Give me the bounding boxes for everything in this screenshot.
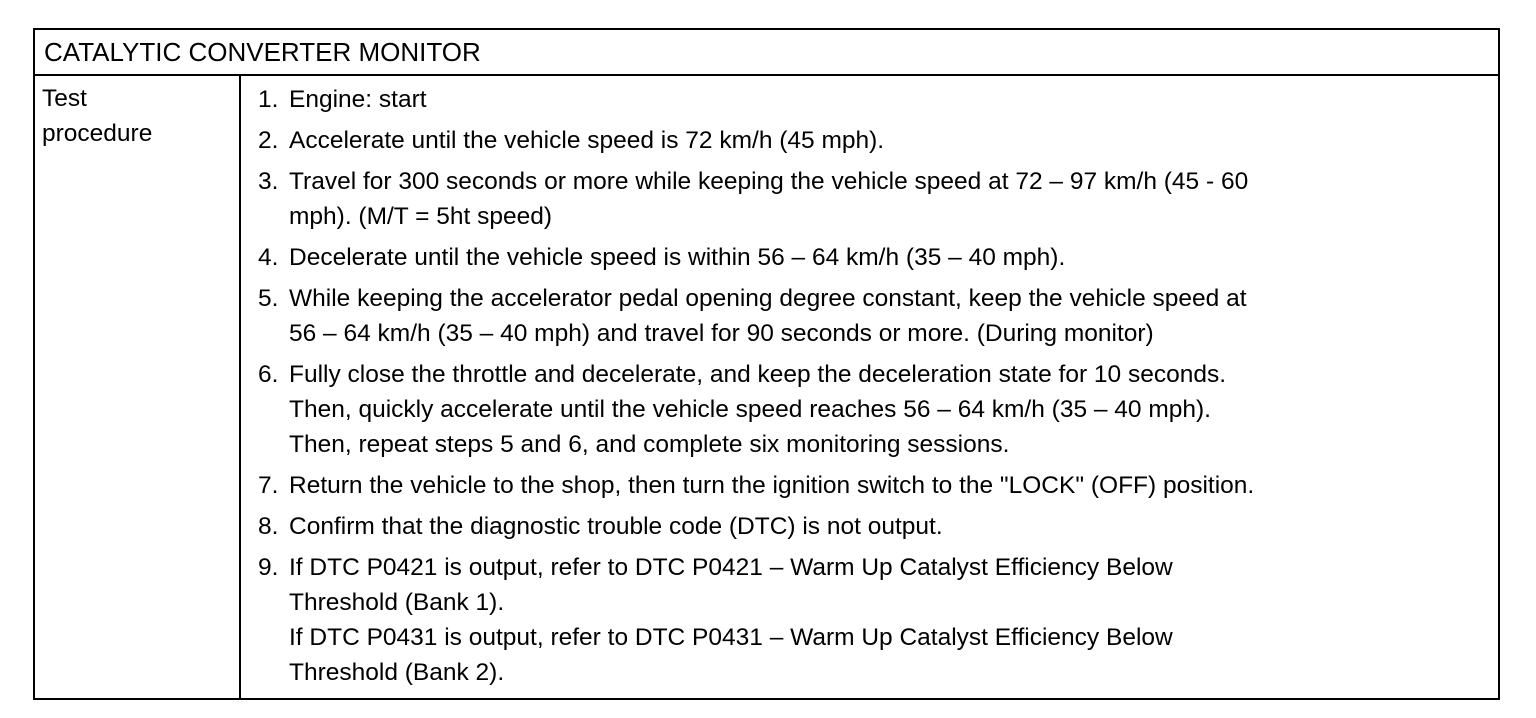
step-text-line: Decelerate until the vehicle speed is within 56 – 64 km/h (35 – 40 mph). [289, 244, 1066, 271]
step-text-line: Threshold (Bank 1). [289, 589, 505, 616]
procedure-step [241, 240, 1498, 275]
procedure-table [33, 28, 1500, 700]
step-text-line: 56 – 64 km/h (35 – 40 mph) and travel for 90 seconds or more. (During monitor) [289, 320, 1154, 347]
label-cell [35, 76, 241, 698]
step-text-line: Accelerate until the vehicle speed is 72 km/h (45 mph). [289, 127, 885, 154]
step-number: 5. [258, 285, 279, 312]
step-number: 3. [258, 168, 279, 195]
step-text-line: Confirm that the diagnostic trouble code (DTC) is not output. [289, 513, 943, 540]
table-title: CATALYTIC CONVERTER MONITOR [44, 36, 481, 67]
step-number: 4. [258, 244, 279, 271]
step-text-line: While keeping the accelerator pedal opening degree constant, keep the vehicle speed at [289, 285, 1247, 312]
step-number: 6. [258, 361, 279, 388]
step-text-line: If DTC P0421 is output, refer to DTC P0421 – Warm Up Catalyst Efficiency Below [289, 554, 1173, 581]
step-text-line: Return the vehicle to the shop, then turn the ignition switch to the "LOCK" (OFF) position. [289, 472, 1255, 499]
procedure-step [241, 357, 1498, 462]
procedure-step [241, 550, 1498, 690]
step-text-line: Fully close the throttle and decelerate, and keep the deceleration state for 10 seconds. [289, 361, 1227, 388]
steps-cell [241, 76, 1498, 698]
procedure-step [241, 82, 1498, 117]
procedure-step [241, 468, 1498, 503]
procedure-step [241, 164, 1498, 234]
table-header-row [35, 30, 1498, 76]
step-number: 7. [258, 472, 279, 499]
step-text-line: Then, quickly accelerate until the vehicle speed reaches 56 – 64 km/h (35 – 40 mph). [289, 396, 1211, 423]
step-number: 9. [258, 554, 279, 581]
procedure-step [241, 123, 1498, 158]
procedure-step [241, 281, 1498, 351]
step-number: 1. [258, 86, 279, 113]
step-text-line: mph). (M/T = 5ht speed) [289, 203, 553, 230]
procedure-step [241, 509, 1498, 544]
step-number: 2. [258, 127, 279, 154]
step-text-line: Threshold (Bank 2). [289, 659, 505, 686]
step-text-line: If DTC P0431 is output, refer to DTC P0431 – Warm Up Catalyst Efficiency Below [289, 624, 1173, 651]
step-text-line: Travel for 300 seconds or more while keeping the vehicle speed at 72 – 97 km/h (45 - 60 [289, 168, 1249, 195]
row-label: Test procedure [42, 85, 153, 147]
step-text-line: Engine: start [289, 86, 427, 113]
step-text-line: Then, repeat steps 5 and 6, and complete six monitoring sessions. [289, 431, 1010, 458]
step-number: 8. [258, 513, 279, 540]
